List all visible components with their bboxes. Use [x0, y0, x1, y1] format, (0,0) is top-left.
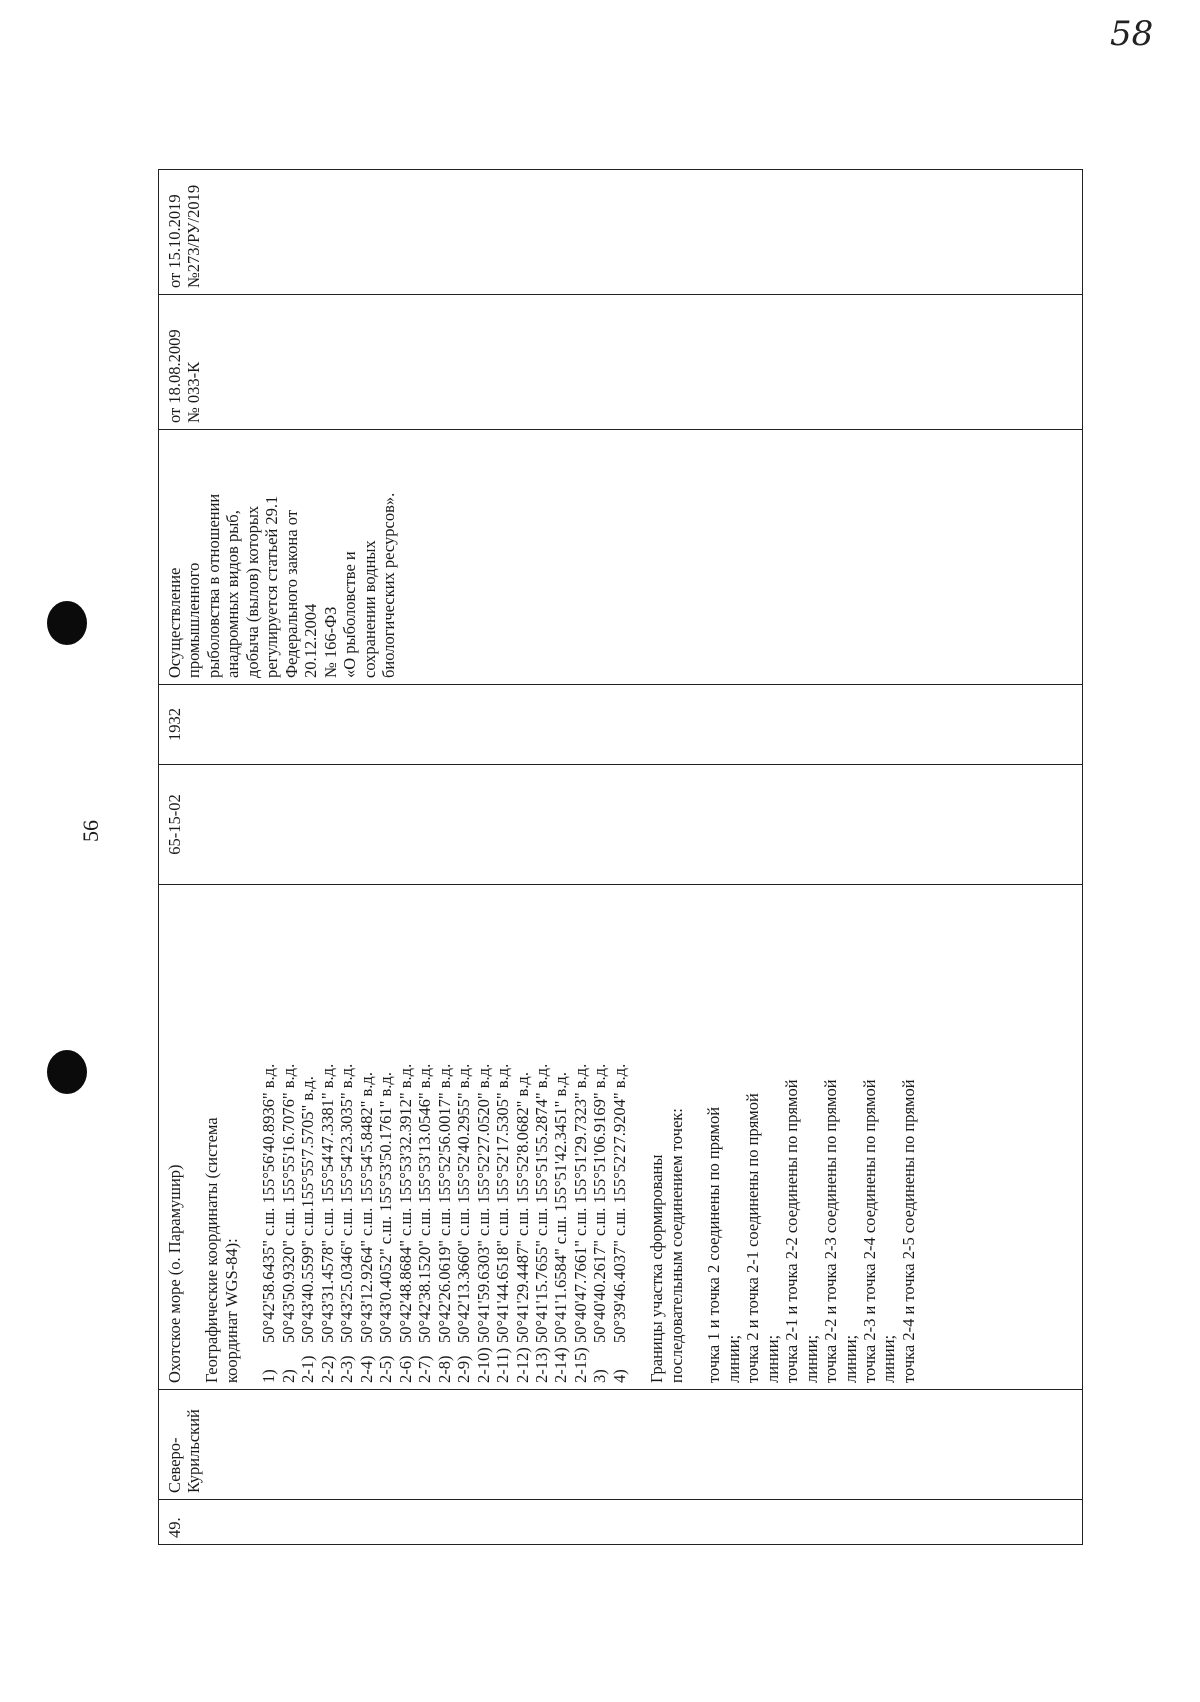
coordinate-item — [298, 891, 317, 1383]
coordinate-item — [396, 891, 415, 1383]
coordinate-label: 2-14) — [551, 1347, 571, 1383]
boundary-line: линии; — [723, 1334, 743, 1383]
boundary-title: Границы участка сформированы последовательным соединением точек: — [647, 1108, 686, 1383]
purpose-line: регулируется статьей 29.1 — [262, 495, 282, 678]
purpose-line: рыболовства в отношении — [203, 493, 223, 678]
coordinate-label: 2-9) — [454, 1355, 474, 1383]
boundary-line: точка 2-4 и точка 2-5 соединены по прямой — [898, 1079, 918, 1383]
coordinate-item — [435, 891, 454, 1383]
coordinate-item — [513, 891, 532, 1383]
coordinate-item — [454, 891, 473, 1383]
rotated-table-sheet — [158, 170, 1083, 1545]
coordinate-value: 50°41'15.7655" с.ш. 155°51'55.2874" в.д. — [531, 1063, 551, 1343]
coordinate-value: 50°40'40.2617" с.ш. 155°51'06.9169" в.д. — [590, 1063, 610, 1343]
coordinate-item — [571, 891, 590, 1383]
water-body: Охотское море (о. Парамушир) — [165, 1164, 184, 1383]
area-description-cell — [159, 885, 1083, 1390]
boundary-line: точка 2-3 и точка 2-4 соединены по прямой — [860, 1079, 879, 1383]
coordinate-label: 2) — [278, 1369, 298, 1383]
boundary-line: точка 1 и точка 2 соединены по прямой — [704, 1106, 724, 1383]
district-name: Северо-Курильский — [159, 1390, 1083, 1500]
purpose-line: биологических ресурсов». — [379, 492, 399, 678]
decision-cell — [159, 295, 1083, 430]
coordinate-item — [376, 891, 395, 1383]
coordinate-label: 2-11) — [493, 1347, 513, 1383]
coordinate-value: 50°43'40.5599" с.ш.155°55'7.5705" в.д. — [298, 1076, 318, 1343]
coordinate-item — [259, 891, 278, 1383]
agreement-date: от 15.10.2019 — [165, 194, 184, 288]
purpose-line: Осуществление — [165, 567, 184, 678]
coordinate-value: 50°42'13.3660" с.ш. 155°52'40.2955" в.д. — [454, 1063, 474, 1343]
purpose-line: сохранении водных — [359, 540, 379, 678]
coordinate-item — [357, 891, 376, 1383]
printed-page-number: 56 — [78, 820, 103, 842]
purpose-text — [165, 436, 399, 678]
table-row — [159, 170, 1083, 1545]
coordinate-value: 50°39'46.4037" с.ш. 155°52'27.9204" в.д. — [609, 1063, 629, 1343]
boundary-line: линии; — [801, 1334, 821, 1383]
purpose-line: № 166-ФЗ — [320, 606, 340, 678]
purpose-line: добыча (вылов) которых — [242, 505, 262, 678]
coordinate-item — [551, 891, 570, 1383]
coordinate-value: 50°41'44.6518" с.ш. 155°52'17.5305" в.д. — [493, 1063, 513, 1343]
coordinate-item — [318, 891, 337, 1383]
punch-hole — [47, 601, 87, 645]
area-size: 1932 — [159, 685, 1083, 765]
coordinate-item — [532, 891, 551, 1383]
coordinate-item — [493, 891, 512, 1383]
boundary-line: линии; — [762, 1334, 782, 1383]
coordinate-item — [279, 891, 298, 1383]
coordinate-value: 50°43'25.0346" с.ш. 155°54'23.3035" в.д. — [337, 1063, 357, 1343]
coordinate-value: 50°43'0.4052" с.ш. 155°53'50.1761" в.д. — [376, 1072, 396, 1343]
coordinate-value: 50°43'12.9264" с.ш. 155°54'5.8482" в.д. — [356, 1072, 376, 1343]
coordinate-label: 2-13) — [531, 1347, 551, 1383]
purpose-line: анадромных видов рыб, — [223, 510, 243, 678]
boundary-line: точка 2-2 и точка 2-3 соединены по прямой — [821, 1079, 841, 1383]
coordinate-label: 2-8) — [434, 1355, 454, 1383]
coordinate-value: 50°42'48.8684" с.ш. 155°53'32.3912" в.д. — [395, 1063, 415, 1343]
coordinate-value: 50°42'26.0619" с.ш. 155°52'56.0017" в.д. — [434, 1063, 454, 1343]
coordinate-value: 50°43'50.9320" с.ш. 155°55'16.7076" в.д. — [278, 1063, 298, 1343]
boundary-line: точка 2 и точка 2-1 соединены по прямой — [743, 1093, 763, 1383]
coordinate-item — [610, 891, 629, 1383]
boundary-line: линии; — [840, 1334, 860, 1383]
coordinate-label: 2-3) — [337, 1355, 357, 1383]
coordinate-label: 2-1) — [298, 1355, 318, 1383]
coordinate-item — [590, 891, 609, 1383]
coordinate-value: 50°40'47.7661" с.ш. 155°51'29.7323" в.д. — [570, 1063, 590, 1343]
coordinate-label: 2-6) — [395, 1355, 415, 1383]
purpose-line: Федерального закона от — [281, 510, 301, 678]
agreement-number: №273/РУ/2019 — [184, 184, 204, 288]
coordinate-value: 50°43'31.4578" с.ш. 155°54'47.3381" в.д. — [317, 1063, 337, 1343]
purpose-line: «О рыболовстве и — [340, 551, 360, 678]
coordinate-value: 50°41'1.6584" с.ш. 155°51'42.3451" в.д. — [551, 1072, 571, 1343]
coordinate-value: 50°41'29.4487" с.ш. 155°52'8.0682" в.д. — [512, 1072, 532, 1343]
handwritten-page-number: 58 — [1110, 14, 1154, 54]
coordinate-value: 50°41'59.6303" с.ш. 155°52'27.0520" в.д. — [473, 1063, 493, 1343]
purpose-line: промышленного — [184, 562, 204, 678]
coordinate-label: 2-7) — [415, 1355, 435, 1383]
fishing-area-table — [158, 169, 1083, 1545]
decision-number: № 033-К — [184, 361, 204, 423]
boundary-list — [704, 891, 918, 1383]
coordinate-label: 1) — [259, 1369, 279, 1383]
coordinate-item — [474, 891, 493, 1383]
punch-hole — [47, 1050, 87, 1094]
coordinate-label: 3) — [590, 1369, 610, 1383]
area-code: 65-15-02 — [159, 765, 1083, 885]
boundary-line: точка 2-1 и точка 2-2 соединены по прямой — [782, 1079, 802, 1383]
coordinate-list — [259, 891, 629, 1383]
coordinate-label: 2-12) — [512, 1347, 532, 1383]
purpose-line: 20.12.2004 — [301, 603, 321, 678]
row-number: 49. — [159, 1500, 1083, 1545]
coordinate-label: 2-2) — [317, 1355, 337, 1383]
coordinate-label: 2-5) — [376, 1355, 396, 1383]
boundary-line: линии; — [879, 1334, 899, 1383]
coordinate-value: 50°42'38.1520" с.ш. 155°53'13.0546" в.д. — [415, 1063, 435, 1343]
coordinate-label: 4) — [609, 1369, 629, 1383]
coords-title: Географические координаты (система координат WGS-84): — [202, 1117, 241, 1383]
coordinate-value: 50°42'58.6435" с.ш. 155°56'40.8936" в.д. — [259, 1063, 279, 1343]
coordinate-label: 2-15) — [570, 1347, 590, 1383]
decision-date: от 18.08.2009 — [165, 329, 184, 423]
coordinate-item — [337, 891, 356, 1383]
coordinate-label: 2-10) — [473, 1347, 493, 1383]
coordinate-label: 2-4) — [356, 1355, 376, 1383]
agreement-cell — [159, 170, 1083, 295]
coordinate-item — [415, 891, 434, 1383]
purpose-cell — [159, 430, 1083, 685]
